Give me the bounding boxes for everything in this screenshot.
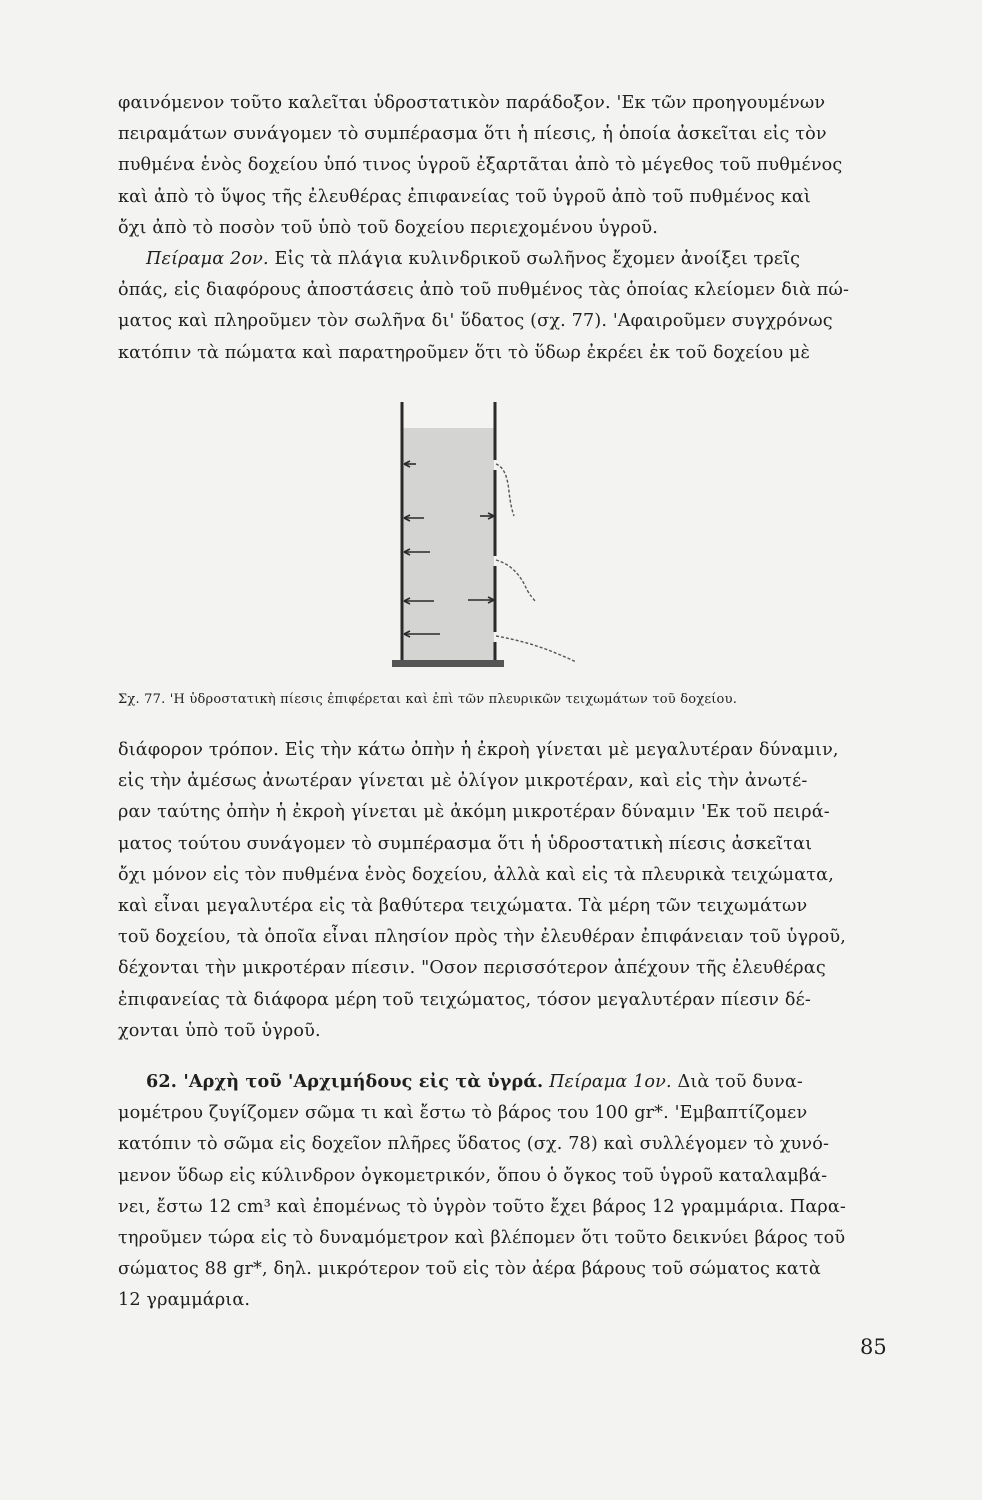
text-line: κατόπιν τὸ σῶμα εἰς δοχεῖον πλῆρες ὕδατος (σχ. 78) καὶ συλλέγομεν τὸ χυνό- — [118, 1134, 830, 1155]
water-column — [403, 428, 494, 660]
text-line: χονται ὑπὸ τοῦ ὑγροῦ. — [118, 1020, 321, 1041]
middle-text-block — [118, 735, 894, 1047]
text-line: ματος καὶ πληροῦμεν τὸν σωλῆνα δι' ὕδατος (σχ. 77). 'Αφαιροῦμεν συγχρόνως — [118, 311, 833, 332]
jet-middle — [496, 560, 536, 602]
page-number: 85 — [860, 1335, 887, 1359]
text-line: πυθμένα ἑνὸς δοχείου ὑπό τινος ὑγροῦ ἐξαρτᾶται ἀπὸ τὸ μέγεθος τοῦ πυθμένος — [118, 155, 843, 176]
figure-77-tube-diagram — [380, 396, 590, 676]
text-line: εἰς τὴν ἀμέσως ἀνωτέραν γίνεται μὲ ὀλίγον μικροτέραν, καὶ εἰς τὴν ἀνωτέ- — [118, 771, 808, 792]
text-line: μενον ὕδωρ εἰς κύλινδρον ὀγκομετρικόν, ὅπου ὁ ὄγκος τοῦ ὑγροῦ καταλαμβά- — [118, 1165, 828, 1186]
top-text-block — [118, 88, 894, 369]
jet-bottom — [496, 636, 576, 662]
section-62-text: Διὰ τοῦ δυνα- — [671, 1072, 803, 1092]
text-line: καὶ εἶναι μεγαλυτέρα εἰς τὰ βαθύτερα τειχώματα. Τὰ μέρη τῶν τειχωμάτων — [118, 896, 808, 917]
text-line: ἐπιφανείας τὰ διάφορα μέρη τοῦ τειχώματος, τόσον μεγαλυτέραν πίεσιν δέ- — [118, 989, 811, 1010]
experiment-2-heading: Πείραμα 2ον. — [146, 249, 269, 270]
text-line: ὀπάς, εἰς διαφόρους ἀποστάσεις ἀπὸ τοῦ πυθμένος τὰς ὁποίας κλείομεν διὰ πώ- — [118, 280, 850, 301]
text-line: διάφορον τρόπον. Εἰς τὴν κάτω ὀπὴν ἡ ἐκροὴ γίνεται μὲ μεγαλυτέραν δύναμιν, — [118, 740, 839, 760]
section-62-block — [118, 1066, 894, 1317]
text-line: τηροῦμεν τώρα εἰς τὸ δυναμόμετρον καὶ βλέπομεν ὅτι τοῦτο δεικνύει βάρος τοῦ — [118, 1228, 846, 1249]
text-line: σώματος 88 gr*, δηλ. μικρότερον τοῦ εἰς τὸν ἀέρα βάρους τοῦ σώματος κατὰ — [118, 1259, 821, 1280]
text-line: πειραμάτων συνάγομεν τὸ συμπέρασμα ὅτι ἡ πίεσις, ἡ ὁποία ἀσκεῖται εἰς τὸν — [118, 124, 827, 145]
figure-caption: Σχ. 77. 'Η ὑδροστατικὴ πίεσις ἐπιφέρεται καὶ ἐπὶ τῶν πλευρικῶν τειχωμάτων τοῦ δοχείου. — [118, 692, 738, 707]
text-line: ματος τούτου συνάγομεν τὸ συμπέρασμα ὅτι ἡ ὑδροστατικὴ πίεσις ἀσκεῖται — [118, 833, 813, 854]
section-62-title: 62. 'Αρχὴ τοῦ 'Αρχιμήδους εἰς τὰ ὑγρά. — [146, 1071, 544, 1092]
text-line: ραν ταύτης ὀπὴν ἡ ἐκροὴ γίνεται μὲ ἀκόμη μικροτέραν δύναμιν 'Εκ τοῦ πειρά- — [118, 802, 830, 823]
experiment-1-heading: Πείραμα 1ον. — [549, 1072, 672, 1092]
text-line: καὶ ἀπὸ τὸ ὕψος τῆς ἐλευθέρας ἐπιφανείας τοῦ ὑγροῦ ἀπὸ τοῦ πυθμένος καὶ — [118, 186, 811, 207]
text-line: ὄχι μόνον εἰς τὸν πυθμένα ἑνὸς δοχείου, ἀλλὰ καὶ εἰς τὰ πλευρικὰ τειχώματα, — [118, 864, 834, 885]
text-line: τοῦ δοχείου, τὰ ὁποῖα εἶναι πλησίον πρὸς τὴν ἐλευθέραν ἐπιφάνειαν τοῦ ὑγροῦ, — [118, 927, 846, 948]
jet-top — [496, 464, 514, 516]
text-line: φαινόμενον τοῦτο καλεῖται ὑδροστατικὸν παράδοξον. 'Εκ τῶν προηγουμένων — [118, 93, 826, 113]
text-line: 12 γραμμάρια. — [118, 1290, 251, 1311]
section-62-first-line — [118, 1066, 894, 1098]
text-line: ὄχι ἀπὸ τὸ ποσὸν τοῦ ὑπὸ τοῦ δοχείου περιεχομένου ὑγροῦ. — [118, 217, 658, 238]
text-line: κατόπιν τὰ πώματα καὶ παρατηροῦμεν ὅτι τὸ ὕδωρ ἐκρέει ἐκ τοῦ δοχείου μὲ — [118, 342, 811, 363]
text-line: νει, ἔστω 12 cm³ καὶ ἐπομένως τὸ ὑγρὸν τοῦτο ἔχει βάρος 12 γραμμάρια. Παρα- — [118, 1196, 847, 1217]
experiment-2-text: Εἰς τὰ πλάγια κυλινδρικοῦ σωλῆνος ἔχομεν ἀνοίξει τρεῖς — [268, 249, 801, 270]
tube-base — [392, 660, 504, 667]
text-line: μομέτρου ζυγίζομεν σῶμα τι καὶ ἔστω τὸ βάρος του 100 gr*. 'Εμβαπτίζομεν — [118, 1103, 808, 1124]
experiment-2-first-line — [118, 244, 894, 275]
text-line: δέχονται τὴν μικροτέραν πίεσιν. "Οσον περισσότερον ἀπέχουν τῆς ἐλευθέρας — [118, 958, 826, 979]
